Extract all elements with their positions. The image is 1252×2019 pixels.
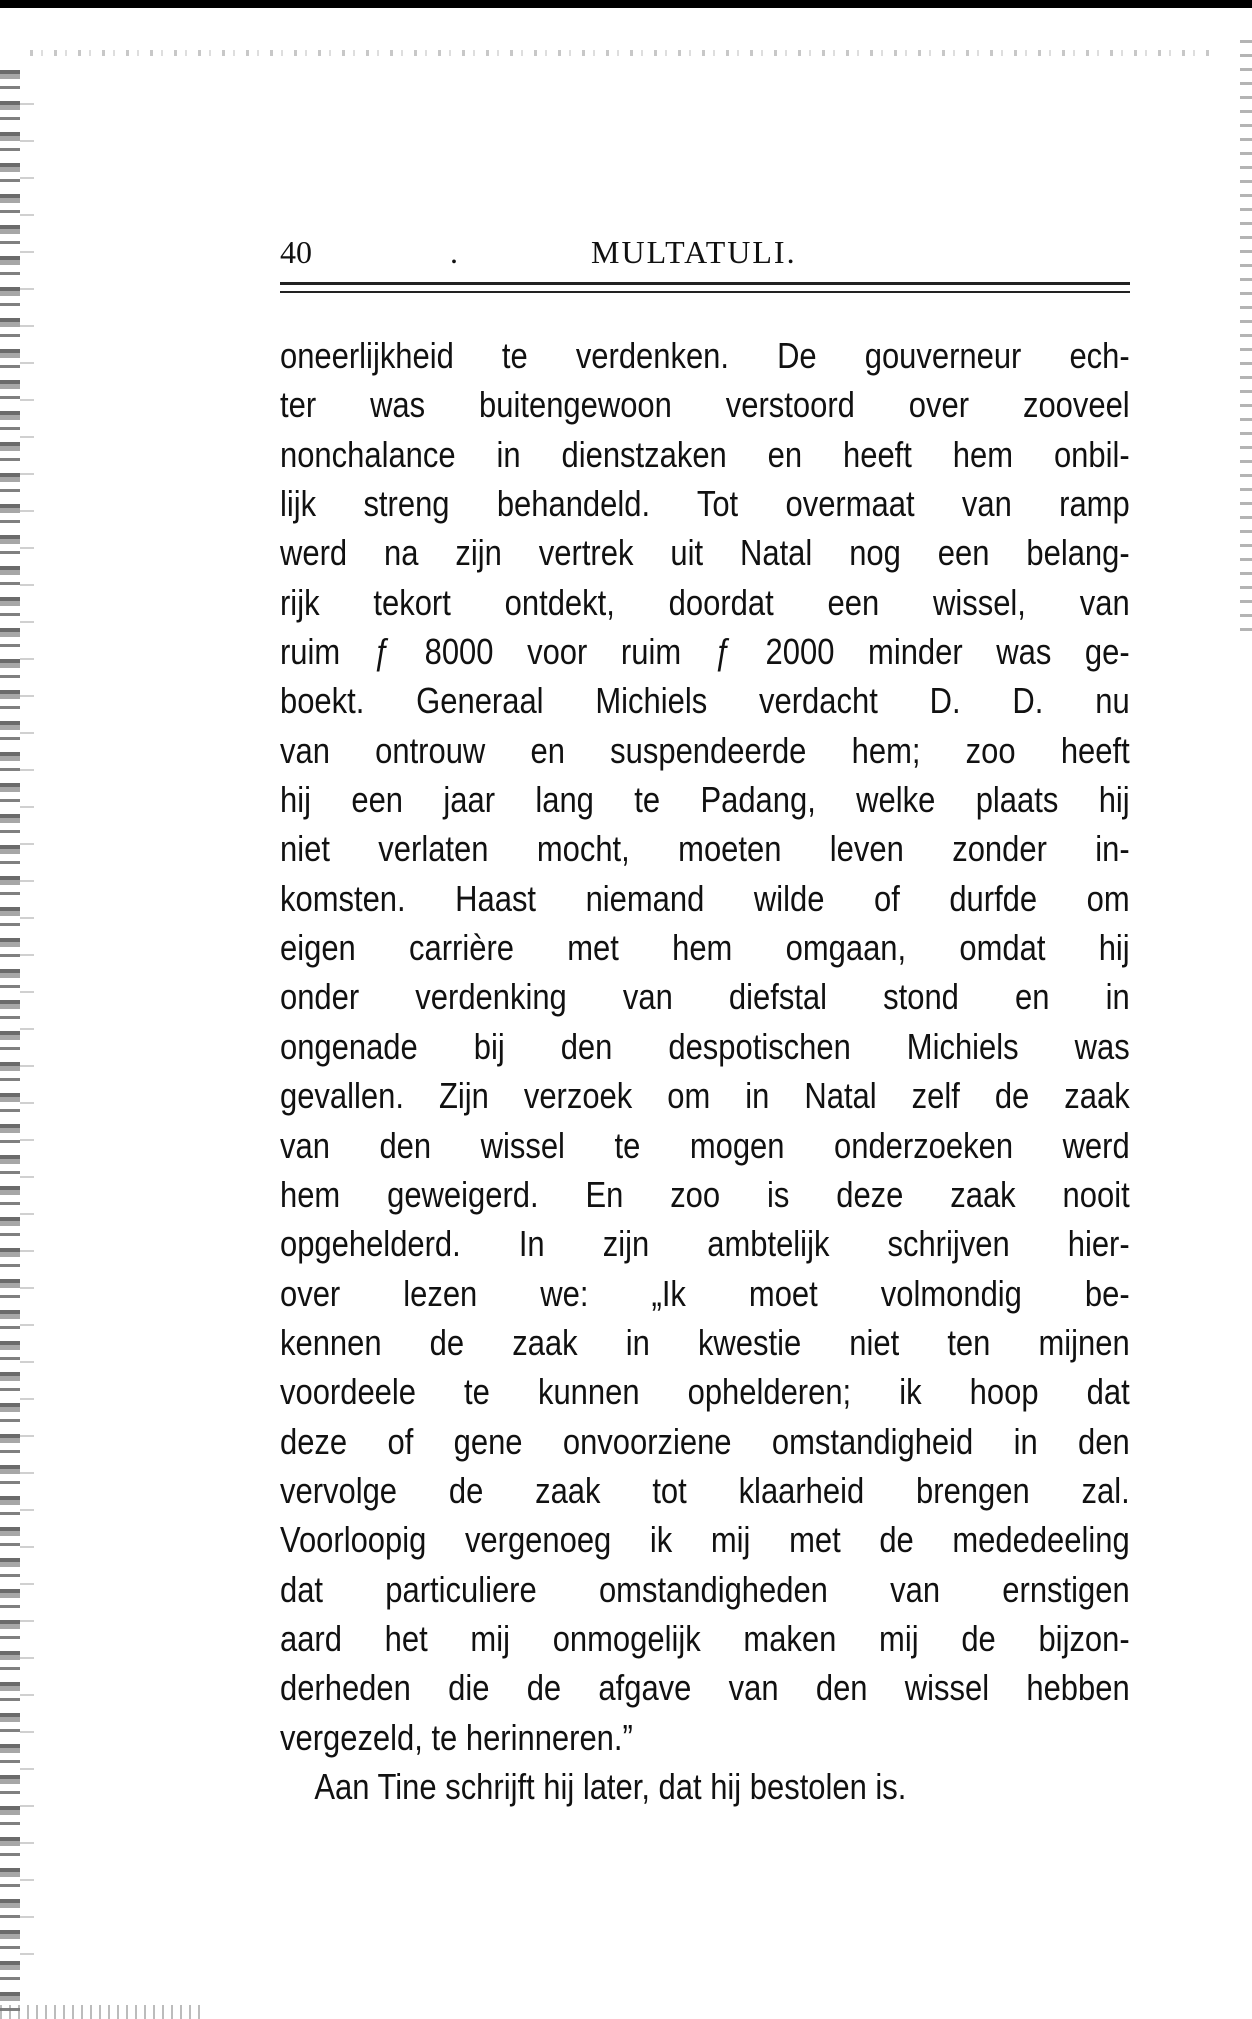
text-line: van den wissel te mogen onderzoeken werd bbox=[280, 1124, 1130, 1166]
scan-edge-right bbox=[1240, 40, 1252, 640]
text-line: opgehelderd. In zijn ambtelijk schrijven hier- bbox=[280, 1223, 1130, 1265]
text-line: derheden die de afgave van den wissel hebben bbox=[280, 1667, 1130, 1709]
text-line: rijk tekort ontdekt, doordat een wissel, van bbox=[280, 581, 1130, 623]
text-line: kennen de zaak in kwestie niet ten mijnen bbox=[280, 1321, 1130, 1363]
text-line: dat particuliere omstandigheden van ernstigen bbox=[280, 1568, 1130, 1610]
header-separator: . bbox=[450, 234, 458, 270]
text-line: vervolge de zaak tot klaarheid brengen zal. bbox=[280, 1469, 1130, 1511]
text-line: deze of gene onvoorziene omstandigheid in den bbox=[280, 1420, 1130, 1462]
text-line: onder verdenking van diefstal stond en in bbox=[280, 976, 1130, 1018]
book-page bbox=[280, 230, 1130, 1807]
text-line: oneerlijkheid te verdenken. De gouverneur ech- bbox=[280, 335, 1130, 376]
text-line: voordeele te kunnen ophelderen; ik hoop dat bbox=[280, 1371, 1130, 1413]
text-line: van ontrouw en suspendeerde hem; zoo heeft bbox=[280, 729, 1130, 771]
header-rule-bottom bbox=[280, 291, 1130, 293]
text-line: komsten. Haast niemand wilde of durfde om bbox=[280, 877, 1130, 919]
scan-edge-top bbox=[0, 0, 1252, 8]
scan-noise-top bbox=[30, 50, 1210, 56]
text-line: boekt. Generaal Michiels verdacht D. D. nu bbox=[280, 680, 1130, 722]
scan-noise-left bbox=[20, 90, 34, 1990]
text-line: aard het mij onmogelijk maken mij de bijzon- bbox=[280, 1617, 1130, 1659]
text-line: ter was buitengewoon verstoord over zooveel bbox=[280, 384, 1130, 426]
running-title: MULTATULI. bbox=[591, 234, 797, 270]
scan-edge-bottom bbox=[0, 2005, 200, 2019]
text-line: Aan Tine schrijft hij later, dat hij bestolen is. bbox=[314, 1765, 907, 1807]
running-head bbox=[280, 230, 1130, 274]
text-line: hem geweigerd. En zoo is deze zaak nooit bbox=[280, 1173, 1130, 1215]
page-number: 40 bbox=[280, 234, 312, 270]
text-line: Voorloopig vergenoeg ik mij met de mededeeling bbox=[280, 1519, 1130, 1561]
text-line: hij een jaar lang te Padang, welke plaats hij bbox=[280, 779, 1130, 821]
text-line: vergezeld, te herinneren.” bbox=[280, 1716, 633, 1758]
text-line: over lezen we: „Ik moet volmondig be- bbox=[280, 1272, 1130, 1314]
text-line: eigen carrière met hem omgaan, omdat hij bbox=[280, 927, 1130, 969]
text-line: werd na zijn vertrek uit Natal nog een belang- bbox=[280, 532, 1130, 574]
text-line: ongenade bij den despotischen Michiels was bbox=[280, 1025, 1130, 1067]
body-text bbox=[280, 331, 1130, 1811]
text-line: niet verlaten mocht, moeten leven zonder in- bbox=[280, 828, 1130, 870]
scan-edge-left bbox=[0, 70, 20, 2019]
text-line: nonchalance in dienstzaken en heeft hem onbil- bbox=[280, 433, 1130, 475]
text-line: gevallen. Zijn verzoek om in Natal zelf de zaak bbox=[280, 1075, 1130, 1117]
text-line: lijk streng behandeld. Tot overmaat van ramp bbox=[280, 483, 1130, 525]
text-line: ruim ƒ 8000 voor ruim ƒ 2000 minder was ge- bbox=[280, 631, 1130, 673]
header-rule-top bbox=[280, 282, 1130, 285]
